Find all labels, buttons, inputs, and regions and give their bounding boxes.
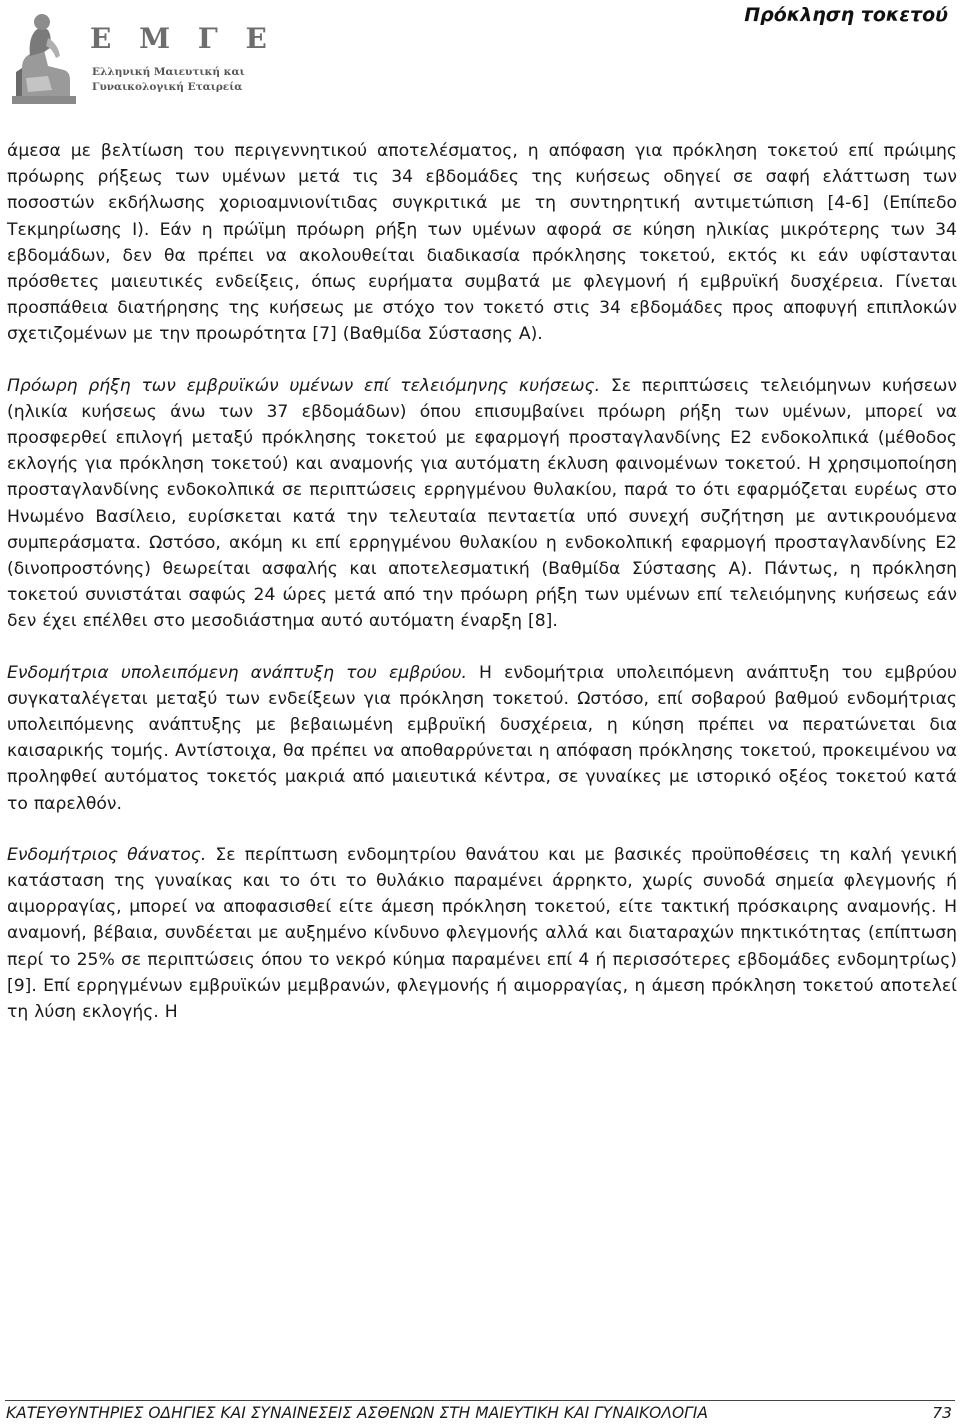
page-header	[0, 0, 960, 120]
society-logo	[8, 8, 276, 108]
paragraph	[7, 842, 957, 1025]
paragraph-text: Σε περίπτωση ενδομητρίου θανάτου και με βασικές προϋποθέσεις τη καλή γενική κατάσταση της γυναίκας και το ότι το θυλάκιο παραμένει άρρηκτο, χωρίς συνοδά σημεία φλεγμονής ή αιμορραγίας, μπορεί να αποφασισθεί είτε άμεση πρόκληση τοκετού, είτε τακτική πρόσκαιρης αναμονής. Η αναμονή, βέβαια, συνδέεται με αυξημένο κίνδυνο φλεγμονής αλλά και διαταραχών πηκτικότητας (επίπτωση περί το 25% σε περιπτώσεις όπου το νεκρό κύημα παραμένει επί 4 ή περισσότερες εβδομάδες ενδομητρίως) [9]. Επί ερρηγμένων εμβρυϊκών μεμβρανών, φλεγμονής ή αιμορραγίας, η άμεση πρόκληση τοκετού αποτελεί τη λύση εκλογής. Η	[7, 844, 958, 1023]
paragraph	[7, 138, 957, 348]
page-footer	[0, 1382, 960, 1425]
paragraph-text: Η ενδομήτρια υπολειπόμενη ανάπτυξη του εμβρύου συγκαταλέγεται μεταξύ των ενδείξεων για πρόκληση τοκετού. Ωστόσο, επί σοβαρού βαθμού ενδομήτριας υπολειπόμενης ανάπτυξης με βεβαιωμένη εμβρυϊκή δυσχέρεια, η κύηση πρέπει να περατώνεται δια καισαρικής τομής. Αντίστοιχα, θα πρέπει να αποθαρρύνεται η απόφαση πρόκλησης τοκετού, προκειμένου να προληφθεί αυτόματος τοκετός μακριά από μαιευτικά κέντρα, σε γυναίκες με ιστορικό οξέος τοκετού κατά το παρελθόν.	[7, 662, 957, 814]
logo-letters: Ε Μ Γ Ε	[90, 22, 276, 55]
paragraph-lead-heading: Ενδομήτρια υπολειπόμενη ανάπτυξη του εμβρύου.	[7, 662, 467, 683]
running-title: Πρόκληση τοκετού	[744, 4, 948, 26]
paragraph-text: άμεσα με βελτίωση του περιγεννητικού αποτελέσματος, η απόφαση για πρόκληση τοκετού επί πρώιμης πρόωρης ρήξεως των υμένων μετά τις 34 εβδομάδες της κυήσεως οδηγεί σε σαφή ελάττωση των ποσοστών εκδήλωσης χοριοαμνιονίτιδας συγκριτικά με τη συντηρητική αντιμετώπιση [4-6] (Επίπεδο Τεκμηρίωσης Ι). Εάν η πρώϊμη πρόωρη ρήξη των υμένων αφορά σε κύηση ηλικίας μικρότερης των 34 εβδομάδων, δεν θα πρέπει να ακολουθείται διαδικασία πρόκλησης τοκετού, εκτός κι εάν υφίστανται πρόσθετες μαιευτικές ενδείξεις, όπως ευρήματα συμβατά με φλεγμονή ή εμβρυϊκή δυσχέρεια. Γίνεται προσπάθεια διατήρησης της κυήσεως με στόχο τον τοκετό στις 34 εβδομάδες προς αποφυγή επιπλοκών σχετιζομένων με την προωρότητα [7] (Βαθμίδα Σύστασης Α).	[7, 141, 957, 345]
seated-figure-icon	[8, 8, 80, 108]
paragraph	[7, 373, 957, 635]
page-number: 73	[932, 1404, 952, 1422]
logo-society-line: Γυναικολογική Εταιρεία	[92, 81, 243, 93]
body-text	[7, 138, 957, 1050]
paragraph	[7, 660, 957, 817]
footer-divider	[5, 1400, 955, 1401]
paragraph-text: Σε περιπτώσεις τελειόμηνων κυήσεων (ηλικία κυήσεως άνω των 37 εβδομάδων) όπου επισυμβαίνει πρόωρη ρήξη των υμένων, μπορεί να προσφερθεί επιλογή μεταξύ πρόκλησης τοκετού με εφαρμογή προσταγλανδίνης Ε2 ενδοκολπικά (μέθοδος εκλογής για πρόκληση τοκετού) και αναμονής για αυτόματη έκλυση φαινομένων τοκετού. Η χρησιμοποίηση προσταγλανδίνης ενδοκολπικά σε περιπτώσεις ερρηγμένου θυλακίου, παρά το ότι εφαρμόζεται ευρέως στο Ηνωμένο Βασίλειο, ευρίσκεται κατά την τελευταία πενταετία υπό συνεχή συζήτηση με αντικρουόμενα συμπεράσματα. Ωστόσο, ακόμη κι επί ερρηγμένου θυλακίου η ενδοκολπική εφαρμογή προσταγλανδίνης Ε2 (δινοπροστόνης) θεωρείται ασφαλής και αποτελεσματική (Βαθμίδα Σύστασης Α). Πάντως, η πρόκληση τοκετού συνιστάται σαφώς 24 ώρες μετά από την πρόωρη ρήξη των υμένων επί τελειόμηνης κυήσεως εάν δεν έχει επέλθει στο μεσοδιάστημα αυτό αυτόματη έναρξη [8].	[7, 375, 958, 632]
footer-title: ΚΑΤΕΥΘΥΝΤΗΡΙΕΣ ΟΔΗΓΙΕΣ ΚΑΙ ΣΥΝΑΙΝΕΣΕΙΣ ΑΣΘΕΝΩΝ ΣΤΗ ΜΑΙΕΥΤΙΚΗ ΚΑΙ ΓΥΝΑΙΚΟΛΟΓΙΑ	[6, 1404, 708, 1422]
logo-society-name	[92, 65, 245, 95]
logo-society-line: Ελληνική Μαιευτική και	[92, 66, 245, 78]
paragraph-lead-heading: Πρόωρη ρήξη των εμβρυϊκών υμένων επί τελειόμηνης κυήσεως.	[7, 375, 601, 396]
paragraph-lead-heading: Ενδομήτριος θάνατος.	[7, 844, 207, 865]
